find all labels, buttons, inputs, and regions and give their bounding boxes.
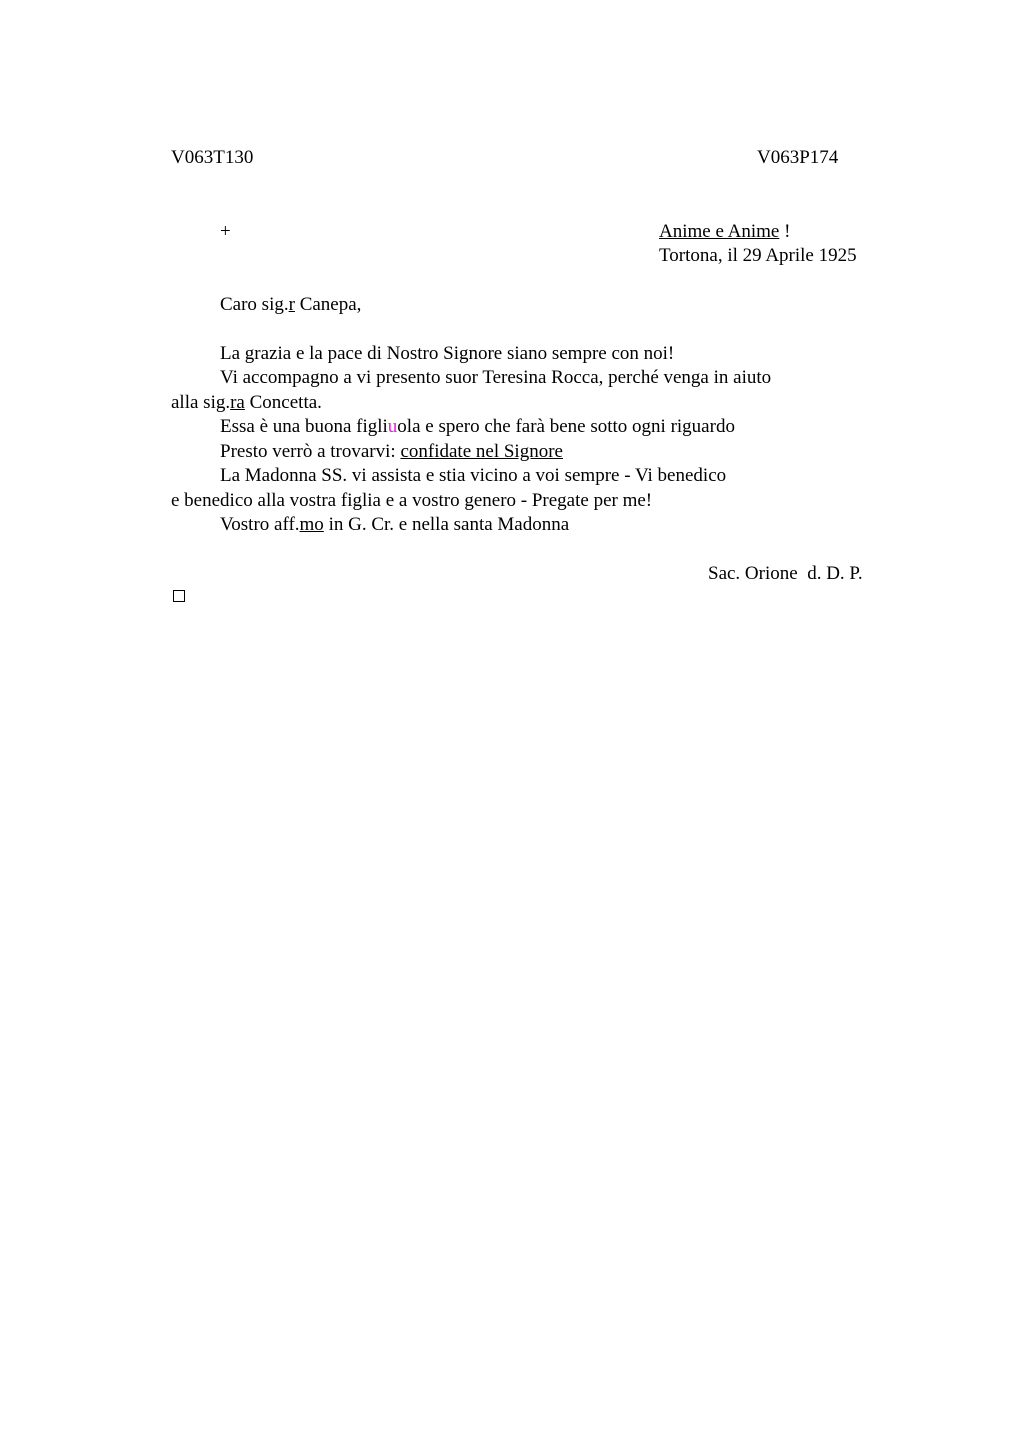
end-mark-box xyxy=(173,590,185,602)
body-line xyxy=(220,513,569,537)
body-abbrev: ra xyxy=(230,392,245,413)
body-text: alla sig. xyxy=(171,392,231,413)
motto xyxy=(659,220,790,244)
body-line xyxy=(220,440,563,464)
body-line: La Madonna SS. vi assista e stia vicino a voi sempre - Vi benedico xyxy=(220,465,727,486)
document-code-right: V063P174 xyxy=(757,147,839,168)
body-line: e benedico alla vostra figlia e a vostro genero - Pregate per me! xyxy=(171,490,653,511)
cross-symbol: + xyxy=(220,221,231,242)
document-code-left: V063T130 xyxy=(171,147,254,168)
motto-suffix: ! xyxy=(779,221,791,242)
salutation-pre: Caro sig. xyxy=(220,294,289,315)
body-line xyxy=(220,415,735,439)
body-line: La grazia e la pace di Nostro Signore siano sempre con noi! xyxy=(220,343,675,364)
underlined-phrase: confidate nel Signore xyxy=(400,441,563,462)
body-abbrev: mo xyxy=(299,514,324,535)
signature: Sac. Orione d. D. P. xyxy=(708,563,863,584)
salutation xyxy=(220,293,361,317)
body-text: in G. Cr. e nella santa Madonna xyxy=(323,514,570,535)
place-date: Tortona, il 29 Aprile 1925 xyxy=(659,245,857,266)
inserted-letter: u xyxy=(387,416,398,437)
body-text: Vostro aff. xyxy=(220,514,300,535)
body-text: ola e spero che farà bene sotto ogni riguardo xyxy=(397,416,735,437)
salutation-abbrev: r xyxy=(288,294,295,315)
salutation-post: Canepa, xyxy=(294,294,362,315)
motto-text: Anime e Anime xyxy=(659,221,780,242)
body-text: Concetta. xyxy=(244,392,322,413)
body-text: Presto verrò a trovarvi: xyxy=(220,441,401,462)
body-line: Vi accompagno a vi presento suor Teresina Rocca, perché venga in aiuto xyxy=(220,367,772,388)
body-text: Essa è una buona figli xyxy=(220,416,388,437)
body-line xyxy=(171,391,322,415)
